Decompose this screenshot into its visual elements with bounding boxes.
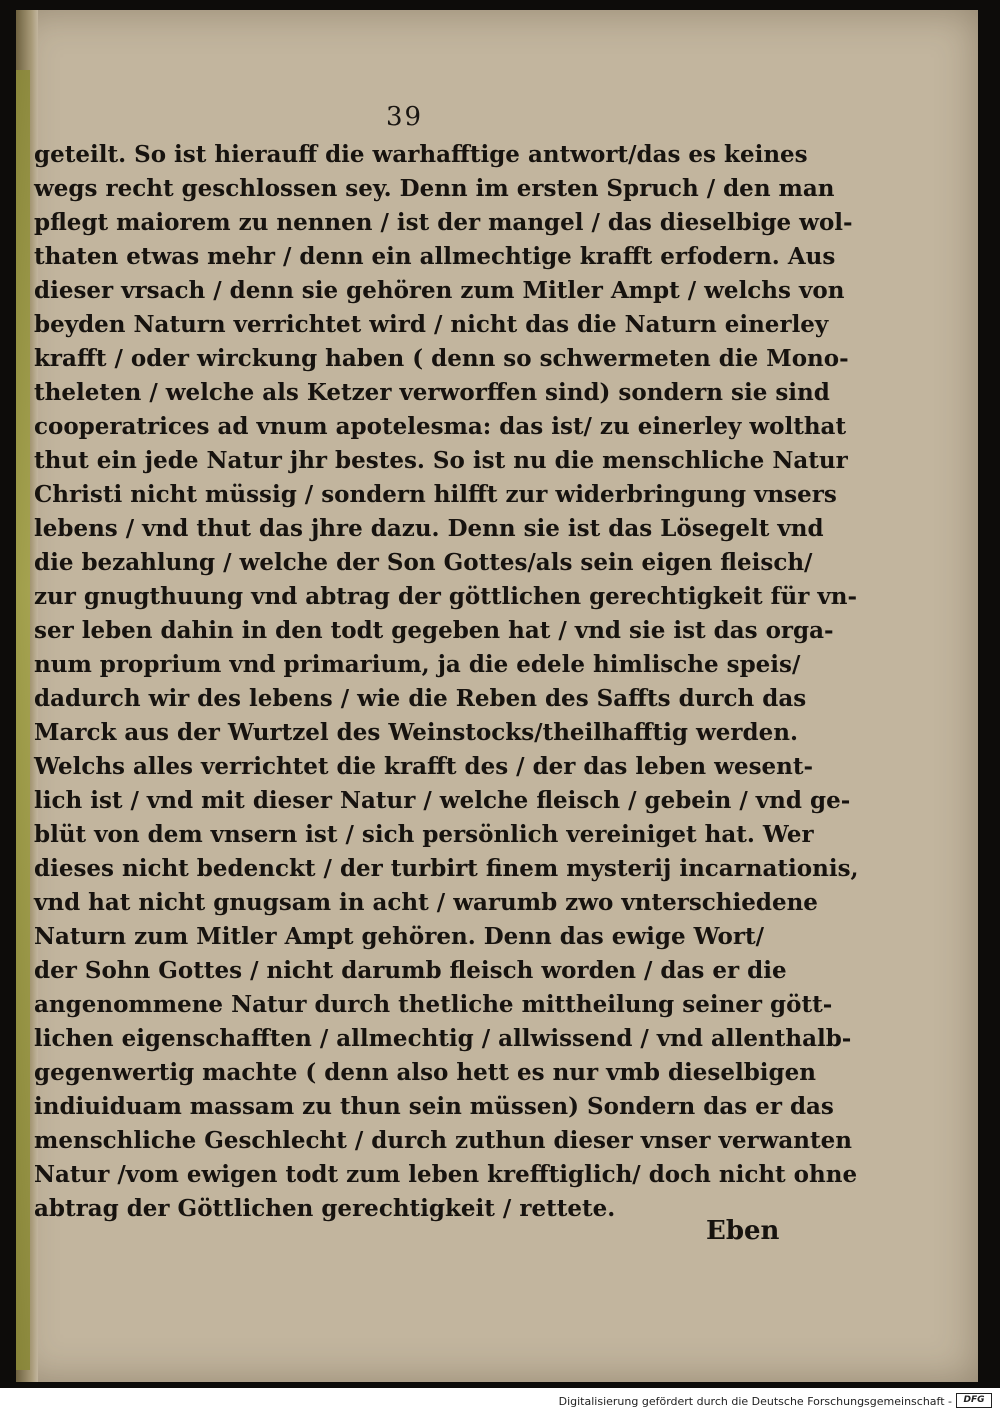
text-line: menschliche Geschlecht / durch zuthun dieser vnser verwanten	[34, 1127, 853, 1154]
text-line: Naturn zum Mitler Ampt gehören. Denn das ewige Wort/	[34, 923, 765, 950]
text-line: Marck aus der Wurtzel des Weinstocks/theilhafftig werden.	[34, 719, 798, 746]
text-line: blüt von dem vnsern ist / sich persönlich vereiniget hat. Wer	[34, 821, 814, 848]
text-line: zur gnugthuung vnd abtrag der göttlichen gerechtigkeit für vn-	[34, 583, 858, 610]
text-line: Natur /vom ewigen todt zum leben krefftiglich/ doch nicht ohne	[34, 1161, 858, 1188]
text-line: lebens / vnd thut das jhre dazu. Denn sie ist das Lösegelt vnd	[34, 515, 824, 542]
body-text	[34, 138, 859, 1226]
text-line: theleten / welche als Ketzer verworffen sind) sondern sie sind	[34, 379, 830, 406]
text-line: Christi nicht müssig / sondern hilfft zur widerbringung vnsers	[34, 481, 837, 508]
text-line: thut ein jede Natur jhr bestes. So ist nu die menschliche Natur	[34, 447, 848, 474]
text-line: gegenwertig machte ( denn also hett es nur vmb dieselbigen	[34, 1059, 816, 1086]
text-line: die bezahlung / welche der Son Gottes/als sein eigen fleisch/	[34, 549, 813, 576]
text-line: dadurch wir des lebens / wie die Reben des Saffts durch das	[34, 685, 807, 712]
text-line: lich ist / vnd mit dieser Natur / welche fleisch / gebein / vnd ge-	[34, 787, 851, 814]
text-line: indiuiduam massam zu thun sein müssen) Sondern das er das	[34, 1093, 834, 1120]
text-line: vnd hat nicht gnugsam in acht / warumb zwo vnterschiedene	[34, 889, 818, 916]
text-line: beyden Naturn verrichtet wird / nicht das die Naturn einerley	[34, 311, 829, 338]
text-line: thaten etwas mehr / denn ein allmechtige krafft erfodern. Aus	[34, 243, 836, 270]
text-line: wegs recht geschlossen sey. Denn im ersten Spruch / den man	[34, 175, 835, 202]
text-line: dieser vrsach / denn sie gehören zum Mitler Ampt / welchs von	[34, 277, 845, 304]
text-line: dieses nicht bedenckt / der turbirt finem mysterij incarnationis,	[34, 855, 859, 882]
footer-bar	[0, 1388, 1000, 1415]
text-line: num proprium vnd primarium, ja die edele himlische speis/	[34, 651, 801, 678]
catchword: Eben	[706, 1216, 780, 1246]
text-line: angenommene Natur durch thetliche mittheilung seiner gött-	[34, 991, 833, 1018]
text-line: krafft / oder wirckung haben ( denn so schwermeten die Mono-	[34, 345, 849, 372]
footer-credit: Digitalisierung gefördert durch die Deutsche Forschungsgemeinschaft -	[558, 1395, 952, 1408]
book-page	[16, 10, 978, 1382]
text-line: ser leben dahin in den todt gegeben hat / vnd sie ist das orga-	[34, 617, 834, 644]
text-line: geteilt. So ist hierauff die warhafftige antwort/das es keines	[34, 141, 808, 168]
page-edge-strip	[16, 70, 30, 1370]
text-line: abtrag der Göttlichen gerechtigkeit / rettete.	[34, 1195, 616, 1222]
page-number: 39	[386, 102, 424, 132]
text-line: lichen eigenschafften / allmechtig / allwissend / vnd allenthalb-	[34, 1025, 852, 1052]
text-line: Welchs alles verrichtet die krafft des / der das leben wesent-	[34, 753, 814, 780]
text-line: der Sohn Gottes / nicht darumb fleisch worden / das er die	[34, 957, 787, 984]
text-line: cooperatrices ad vnum apotelesma: das ist/ zu einerley wolthat	[34, 413, 847, 440]
text-line: pflegt maiorem zu nennen / ist der mangel / das dieselbige wol-	[34, 209, 853, 236]
dfg-logo-icon: DFG	[956, 1393, 992, 1408]
